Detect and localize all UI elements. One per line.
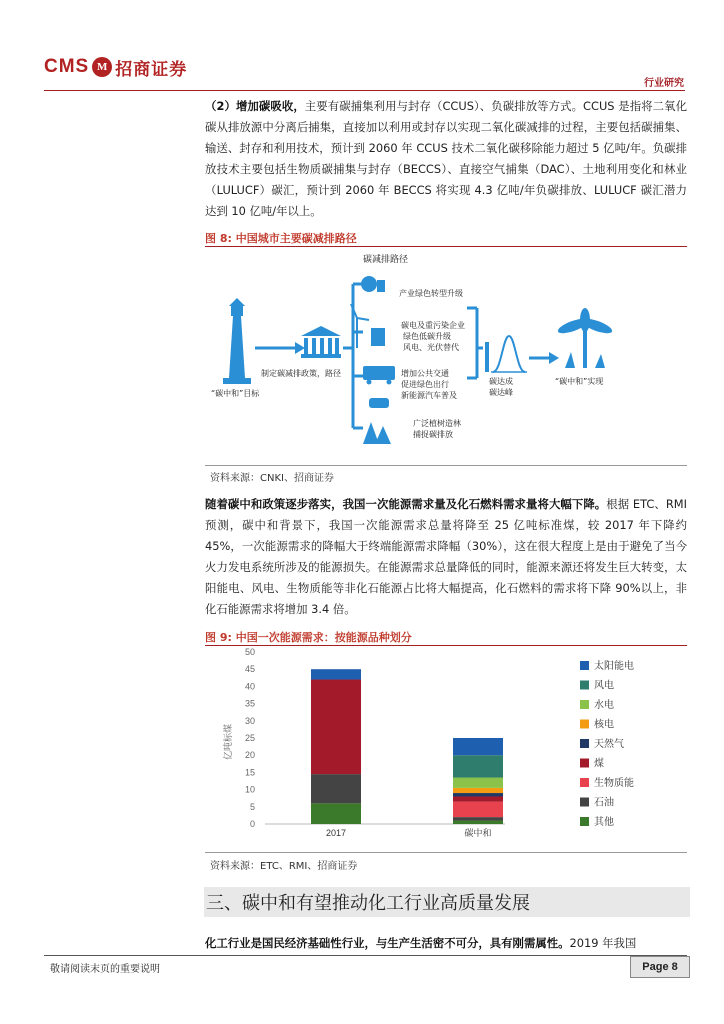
wind-turbine-icon [351,304,385,348]
y-tick-label: 20 [244,750,255,761]
figure8-title: 图 8: 中国城市主要碳减排路径 [205,232,357,245]
bar-segment [453,821,503,824]
bar-segment [453,778,503,788]
figure9-title: 图 9: 中国一次能源需求：按能源品种划分 [205,631,412,644]
legend-label: 太阳能电 [594,661,634,672]
y-tick-label: 45 [244,664,255,675]
legend-swatch [580,700,589,709]
legend-swatch [580,720,589,729]
branch-label: 产业绿色转型升级 [399,289,463,298]
bar-segment [311,774,361,803]
paragraph-chemical-industry [205,933,687,954]
header-divider [44,90,685,91]
section-heading: 三、碳中和有望推动化工行业高质量发展 [204,887,690,917]
y-tick-label: 50 [244,647,255,657]
arrowhead-icon [549,352,559,364]
y-tick-label: 40 [244,681,255,692]
bar-segment [453,796,503,801]
branch-label: 增加公共交通促进绿色出行新能源汽车普及 [401,369,457,400]
end-label: “碳中和”实现 [555,377,604,386]
footer-note: 敬请阅读末页的重要说明 [50,964,160,975]
figure8-diagram [205,248,687,460]
legend-label: 风电 [594,680,614,692]
y-tick-label: 30 [244,715,255,726]
paragraph-lead: 化工行业是国民经济基础性行业，与生产生活密不可分，具有刚需属性。 [205,936,570,950]
lighthouse-icon [223,298,251,384]
figure9-source: 资料来源：ETC、RMI、招商证券 [210,861,358,872]
y-tick-label: 15 [244,767,255,778]
y-tick-label: 5 [249,801,255,812]
legend-swatch [580,661,589,670]
arrowhead-icon [295,342,305,354]
y-tick-label: 0 [249,819,255,829]
bar-segment [453,755,503,777]
bar-segment [453,793,503,796]
x-tick-label: 2017 [325,828,347,838]
branch-label: 广泛植树造林捕捉碳排放 [413,419,461,439]
legend-label: 石油 [594,797,614,809]
bus-icon [363,366,395,385]
palm-tree-icon [556,308,613,368]
merge-bracket [467,308,483,378]
legend-swatch [580,759,589,768]
legend-label: 生物质能 [594,778,634,789]
legend-swatch [580,817,589,826]
y-axis-label: 亿吨标煤 [223,723,233,761]
forest-icon [363,422,391,444]
legend-label: 煤 [594,758,604,770]
energy-demand-chart [205,647,687,845]
bar-segment [311,803,361,824]
legend-swatch [580,681,589,690]
start-label: “碳中和”目标 [211,389,260,398]
paragraph-body: 根据 ETC、RMI 预测，碳中和背景下，我国一次能源需求总量将降至 25 亿吨标准煤，较 2017 年下降约 45%，一次能源需求的降幅大于终端能源需求降幅（30%），这在很大程度上是由于避免了当今火力发电系统所涉及的能源损失。在能源需求总量降低的同时，能源来源还将发生巨大转变，太阳能电、风电、生物质能等非化石能源占比将大幅提高，化石燃料的需求将下降 90%以上，非化石能源需求将增加 3.4 倍。 [205,497,687,616]
legend-label: 水电 [594,700,614,711]
legend-swatch [580,798,589,807]
paragraph-body: 主要有碳捕集利用与封存（CCUS）、负碳排放等方式。CCUS 是指将二氧化碳从排放源中分离后捕集，直接加以利用或封存以实现二氧化碳减排的过程，主要包括碳捕集、输送、封存和利用技术，预计到 2060 年 CCUS 技术二氧化碳移除能力超过 5 亿吨/年。负碳排放技术主要包括生物质碳捕集与封存（BECCS）、直接空气捕集（DAC）、土地利用变化和林业（LULUCF）碳汇，预计到 2060 年 BECCS 将实现 4.3 亿吨/年负碳排放、LULUCF 碳汇潜力达到 10 亿吨/年以上。 [205,99,687,218]
peak-label: 碳达成碳达峰 [489,377,513,397]
bar-segment [453,738,503,755]
y-tick-label: 10 [244,784,255,795]
logo-badge-icon: M [92,57,112,77]
logo-chinese-name: 招商证券 [115,59,188,80]
bar-segment [453,817,503,820]
legend-label: 核电 [594,719,614,731]
paragraph-energy-demand [205,494,687,620]
y-tick-label: 35 [244,698,255,709]
x-tick-label: 碳中和 [464,828,492,838]
government-building-icon [301,326,341,358]
figure9-top-rule [205,645,687,646]
peak-curve-icon [485,336,527,372]
footer-divider [44,955,687,956]
figure9-bottom-rule [205,852,687,853]
paragraph-lead: 随着碳中和政策逐步落实，我国一次能源需求量及化石燃料需求量将大幅下降。 [205,497,607,511]
branch-bracket [343,284,363,428]
bar-segment [453,788,503,793]
logo-text: CMS [44,56,90,77]
legend-swatch [580,739,589,748]
diagram-title: 碳减排路径 [363,255,409,265]
industry-upgrade-icon [361,276,385,292]
car-icon [369,398,389,408]
figure8-bottom-rule [205,465,687,466]
bar-segment [453,802,503,817]
paragraph-lead: （2）增加碳吸收， [205,99,305,113]
paragraph-body: 2019 年我国 [569,936,637,950]
bar-segment [311,680,361,775]
paragraph-carbon-absorption [205,96,687,222]
y-tick-label: 25 [244,733,255,743]
branch-label: 碳电及重污染企业绿色低碳升级风电、光伏替代 [401,321,465,352]
legend-swatch [580,778,589,787]
section-label: 行业研究 [644,78,684,89]
figure8-top-rule [205,246,687,247]
legend-label: 天然气 [594,739,624,750]
company-logo [44,54,204,80]
policy-label: 制定碳减排政策，路径 [261,369,341,378]
figure8-source: 资料来源：CNKI、招商证券 [210,473,334,484]
page-number: Page 8 [630,956,690,978]
legend-label: 其他 [594,817,614,828]
bar-segment [311,669,361,679]
